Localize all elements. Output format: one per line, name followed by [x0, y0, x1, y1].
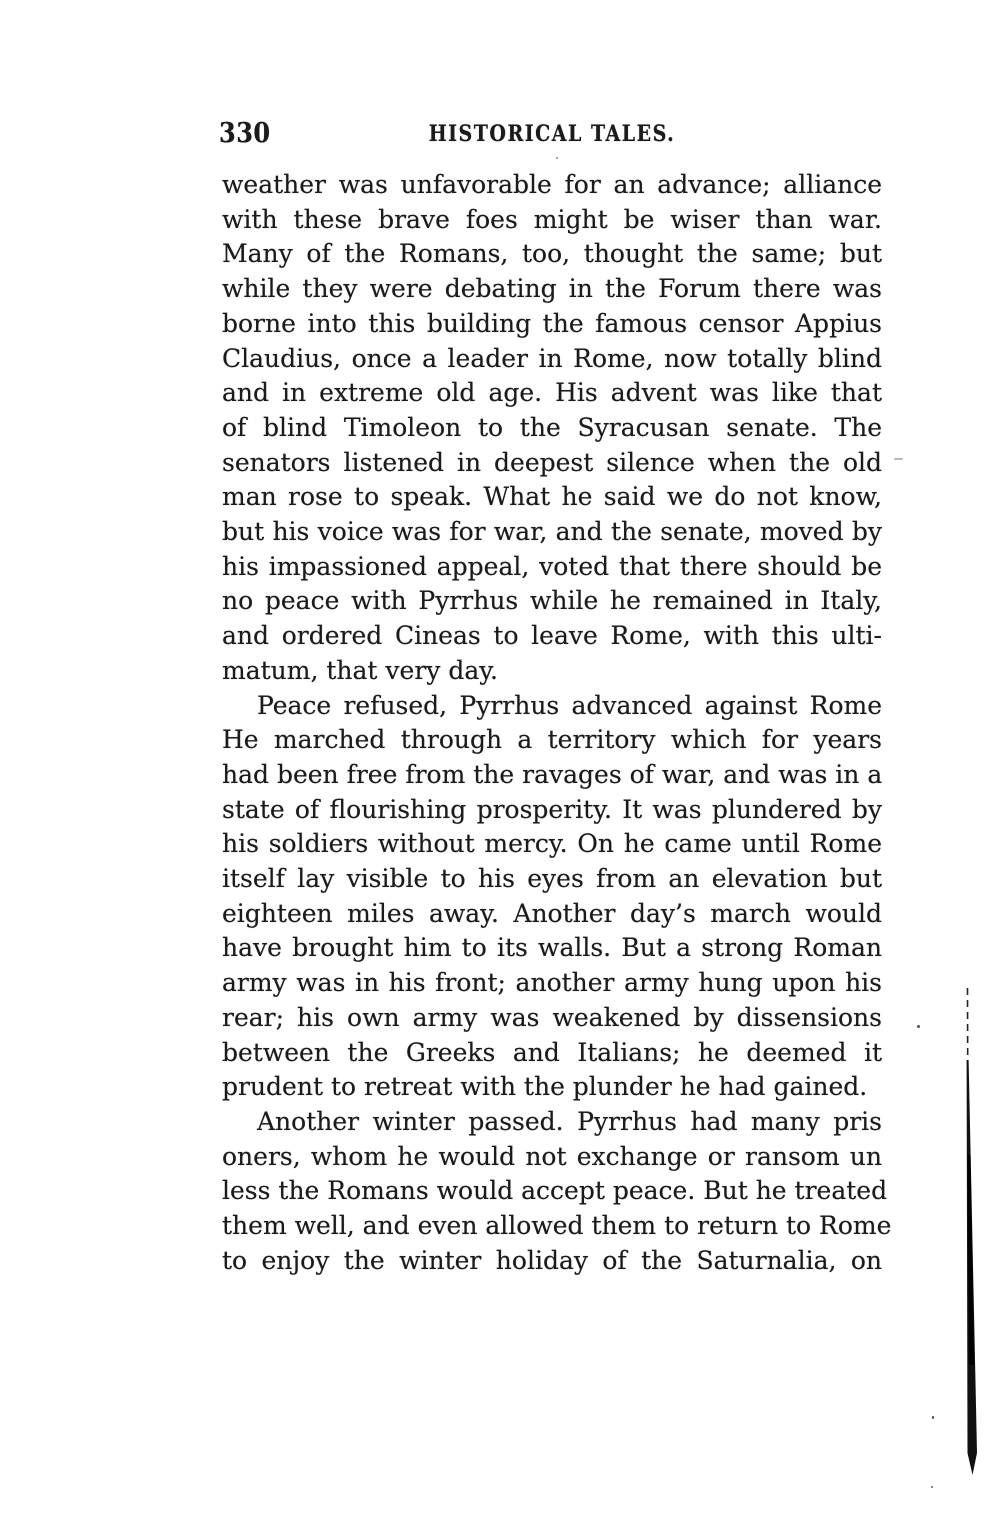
text-line: had been free from the ravages of war, and was in a [222, 759, 883, 789]
text-line: with these brave foes might be wiser than war. [222, 204, 882, 234]
text-line: borne into this building the famous censor Appius [222, 308, 882, 338]
text-line: his soldiers without mercy. On he came until Rome [222, 829, 882, 859]
text-line: matum, that very day. [222, 655, 499, 685]
text-line: of blind Timoleon to the Syracusan senate. The [222, 412, 882, 442]
text-line: itself lay visible to his eyes from an elevation but [222, 864, 882, 894]
text-block [222, 168, 892, 1279]
text-line: between the Greeks and Italians; he deemed it [222, 1037, 882, 1067]
scan-speck [894, 458, 903, 460]
scan-speck [931, 1486, 933, 1488]
text-line: weather was unfavorable for an advance; alliance [222, 170, 882, 199]
text-line: eighteen miles away. Another day’s march would [222, 898, 882, 928]
text-line: while they were debating in the Forum there was [222, 274, 882, 304]
text-line: senators listened in deepest silence when the old [222, 447, 882, 477]
scan-speck [932, 1416, 934, 1419]
text-line: have brought him to its walls. But a strong Roman [222, 933, 882, 963]
text-line: Claudius, once a leader in Rome, now totally blind [222, 343, 882, 373]
text-line: army was in his front; another army hung upon his [222, 968, 882, 998]
text-line: less the Romans would accept peace. But he treated [222, 1176, 888, 1206]
text-line: rear; his own army was weakened by dissensions [222, 1002, 882, 1032]
scan-speck [556, 157, 558, 159]
text-line: He marched through a territory which for years [222, 725, 882, 755]
text-line: oners, whom he would not exchange or ransom un [222, 1141, 882, 1171]
text-line: them well, and even allowed them to return to Rome [222, 1211, 892, 1241]
scan-speck [917, 1025, 920, 1028]
running-title: HISTORICAL TALES. [428, 121, 676, 147]
running-header [222, 121, 882, 147]
text-line: Another winter passed. Pyrrhus had many pris [257, 1106, 882, 1136]
text-line: and ordered Cineas to leave Rome, with this ulti- [222, 621, 882, 651]
text-line: and in extreme old age. His advent was like that [222, 378, 882, 408]
scan-artifact-line [958, 985, 988, 1495]
page-number: 330 [219, 116, 271, 149]
text-line: prudent to retreat with the plunder he had gained. [222, 1072, 868, 1102]
text-line: no peace with Pyrrhus while he remained in Italy, [222, 586, 882, 616]
text-line: state of flourishing prosperity. It was plundered by [222, 794, 882, 824]
text-line: to enjoy the winter holiday of the Saturnalia, on [222, 1245, 882, 1275]
text-line: Peace refused, Pyrrhus advanced against Rome [257, 690, 882, 720]
text-line: his impassioned appeal, voted that there should be [222, 551, 882, 581]
text-line: Many of the Romans, too, thought the same; but [222, 239, 882, 269]
text-line: but his voice was for war, and the senate, moved by [222, 517, 882, 547]
text-line: man rose to speak. What he said we do not know, [222, 482, 882, 512]
